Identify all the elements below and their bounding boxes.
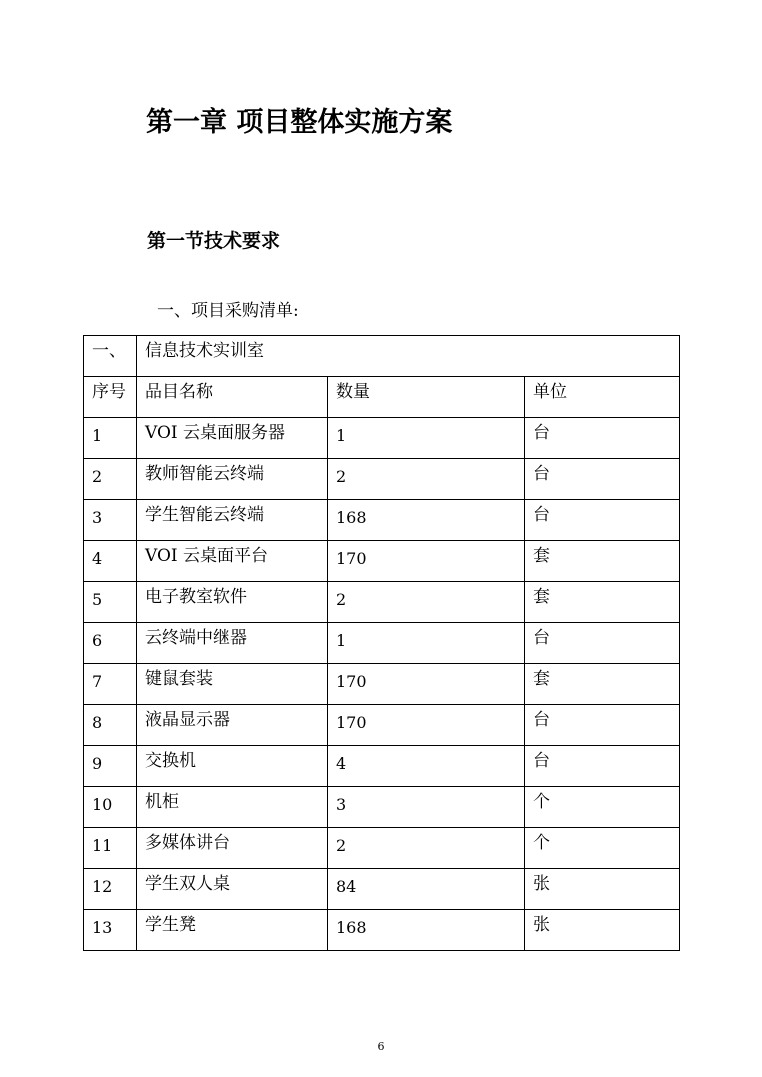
- cell-unit: 个: [525, 828, 680, 869]
- cell-unit: 套: [525, 664, 680, 705]
- cell-unit: 台: [525, 623, 680, 664]
- cell-item-name: 电子教室软件: [137, 582, 328, 623]
- table-row: [84, 582, 680, 623]
- cell-quantity: 2: [328, 459, 525, 500]
- table-row: [84, 869, 680, 910]
- cell-item-name: 学生智能云终端: [137, 500, 328, 541]
- cell-quantity: 170: [328, 664, 525, 705]
- cell-quantity: 1: [328, 623, 525, 664]
- section-title: 第一节技术要求: [147, 230, 281, 252]
- cell-index: 12: [84, 869, 137, 910]
- table-row: [84, 910, 680, 951]
- cell-unit: 台: [525, 500, 680, 541]
- table-row: [84, 746, 680, 787]
- cell-item-name: 云终端中继器: [137, 623, 328, 664]
- cell-unit: 套: [525, 541, 680, 582]
- table-row: [84, 787, 680, 828]
- cell-index: 7: [84, 664, 137, 705]
- header-unit: 单位: [525, 377, 680, 418]
- cell-item-name: 键鼠套装: [137, 664, 328, 705]
- group-title: 信息技术实训室: [137, 336, 680, 377]
- cell-item-name: 学生双人桌: [137, 869, 328, 910]
- table-row: [84, 418, 680, 459]
- cell-quantity: 84: [328, 869, 525, 910]
- cell-index: 9: [84, 746, 137, 787]
- cell-unit: 张: [525, 869, 680, 910]
- cell-item-name: 交换机: [137, 746, 328, 787]
- cell-quantity: 2: [328, 582, 525, 623]
- cell-index: 2: [84, 459, 137, 500]
- cell-item-name: 教师智能云终端: [137, 459, 328, 500]
- cell-quantity: 4: [328, 746, 525, 787]
- cell-item-name: 液晶显示器: [137, 705, 328, 746]
- cell-item-name: 多媒体讲台: [137, 828, 328, 869]
- cell-index: 11: [84, 828, 137, 869]
- cell-unit: 台: [525, 746, 680, 787]
- cell-item-name: VOI 云桌面服务器: [137, 418, 328, 459]
- cell-unit: 台: [525, 418, 680, 459]
- table-row: [84, 459, 680, 500]
- cell-quantity: 1: [328, 418, 525, 459]
- cell-unit: 张: [525, 910, 680, 951]
- cell-unit: 台: [525, 459, 680, 500]
- cell-item-name: 机柜: [137, 787, 328, 828]
- table-row: [84, 705, 680, 746]
- cell-index: 1: [84, 418, 137, 459]
- cell-index: 4: [84, 541, 137, 582]
- group-number: 一、: [84, 336, 137, 377]
- cell-unit: 台: [525, 705, 680, 746]
- cell-quantity: 168: [328, 910, 525, 951]
- chapter-title: 第一章 项目整体实施方案: [146, 107, 453, 138]
- cell-index: 3: [84, 500, 137, 541]
- cell-item-name: 学生凳: [137, 910, 328, 951]
- table-row: [84, 664, 680, 705]
- cell-quantity: 168: [328, 500, 525, 541]
- table-row: [84, 623, 680, 664]
- header-quantity: 数量: [328, 377, 525, 418]
- cell-quantity: 170: [328, 541, 525, 582]
- cell-index: 8: [84, 705, 137, 746]
- cell-quantity: 3: [328, 787, 525, 828]
- cell-unit: 套: [525, 582, 680, 623]
- purchase-table: [83, 335, 680, 951]
- table-row: [84, 541, 680, 582]
- cell-index: 6: [84, 623, 137, 664]
- cell-unit: 个: [525, 787, 680, 828]
- table-row: [84, 828, 680, 869]
- page-number: 6: [377, 1040, 385, 1053]
- cell-index: 13: [84, 910, 137, 951]
- cell-index: 10: [84, 787, 137, 828]
- cell-quantity: 2: [328, 828, 525, 869]
- cell-item-name: VOI 云桌面平台: [137, 541, 328, 582]
- cell-quantity: 170: [328, 705, 525, 746]
- table-row: [84, 500, 680, 541]
- cell-index: 5: [84, 582, 137, 623]
- table-header-row: [84, 377, 680, 418]
- header-index: 序号: [84, 377, 137, 418]
- header-item-name: 品目名称: [137, 377, 328, 418]
- table-group-row: [84, 336, 680, 377]
- list-heading: 一、项目采购清单:: [157, 301, 299, 321]
